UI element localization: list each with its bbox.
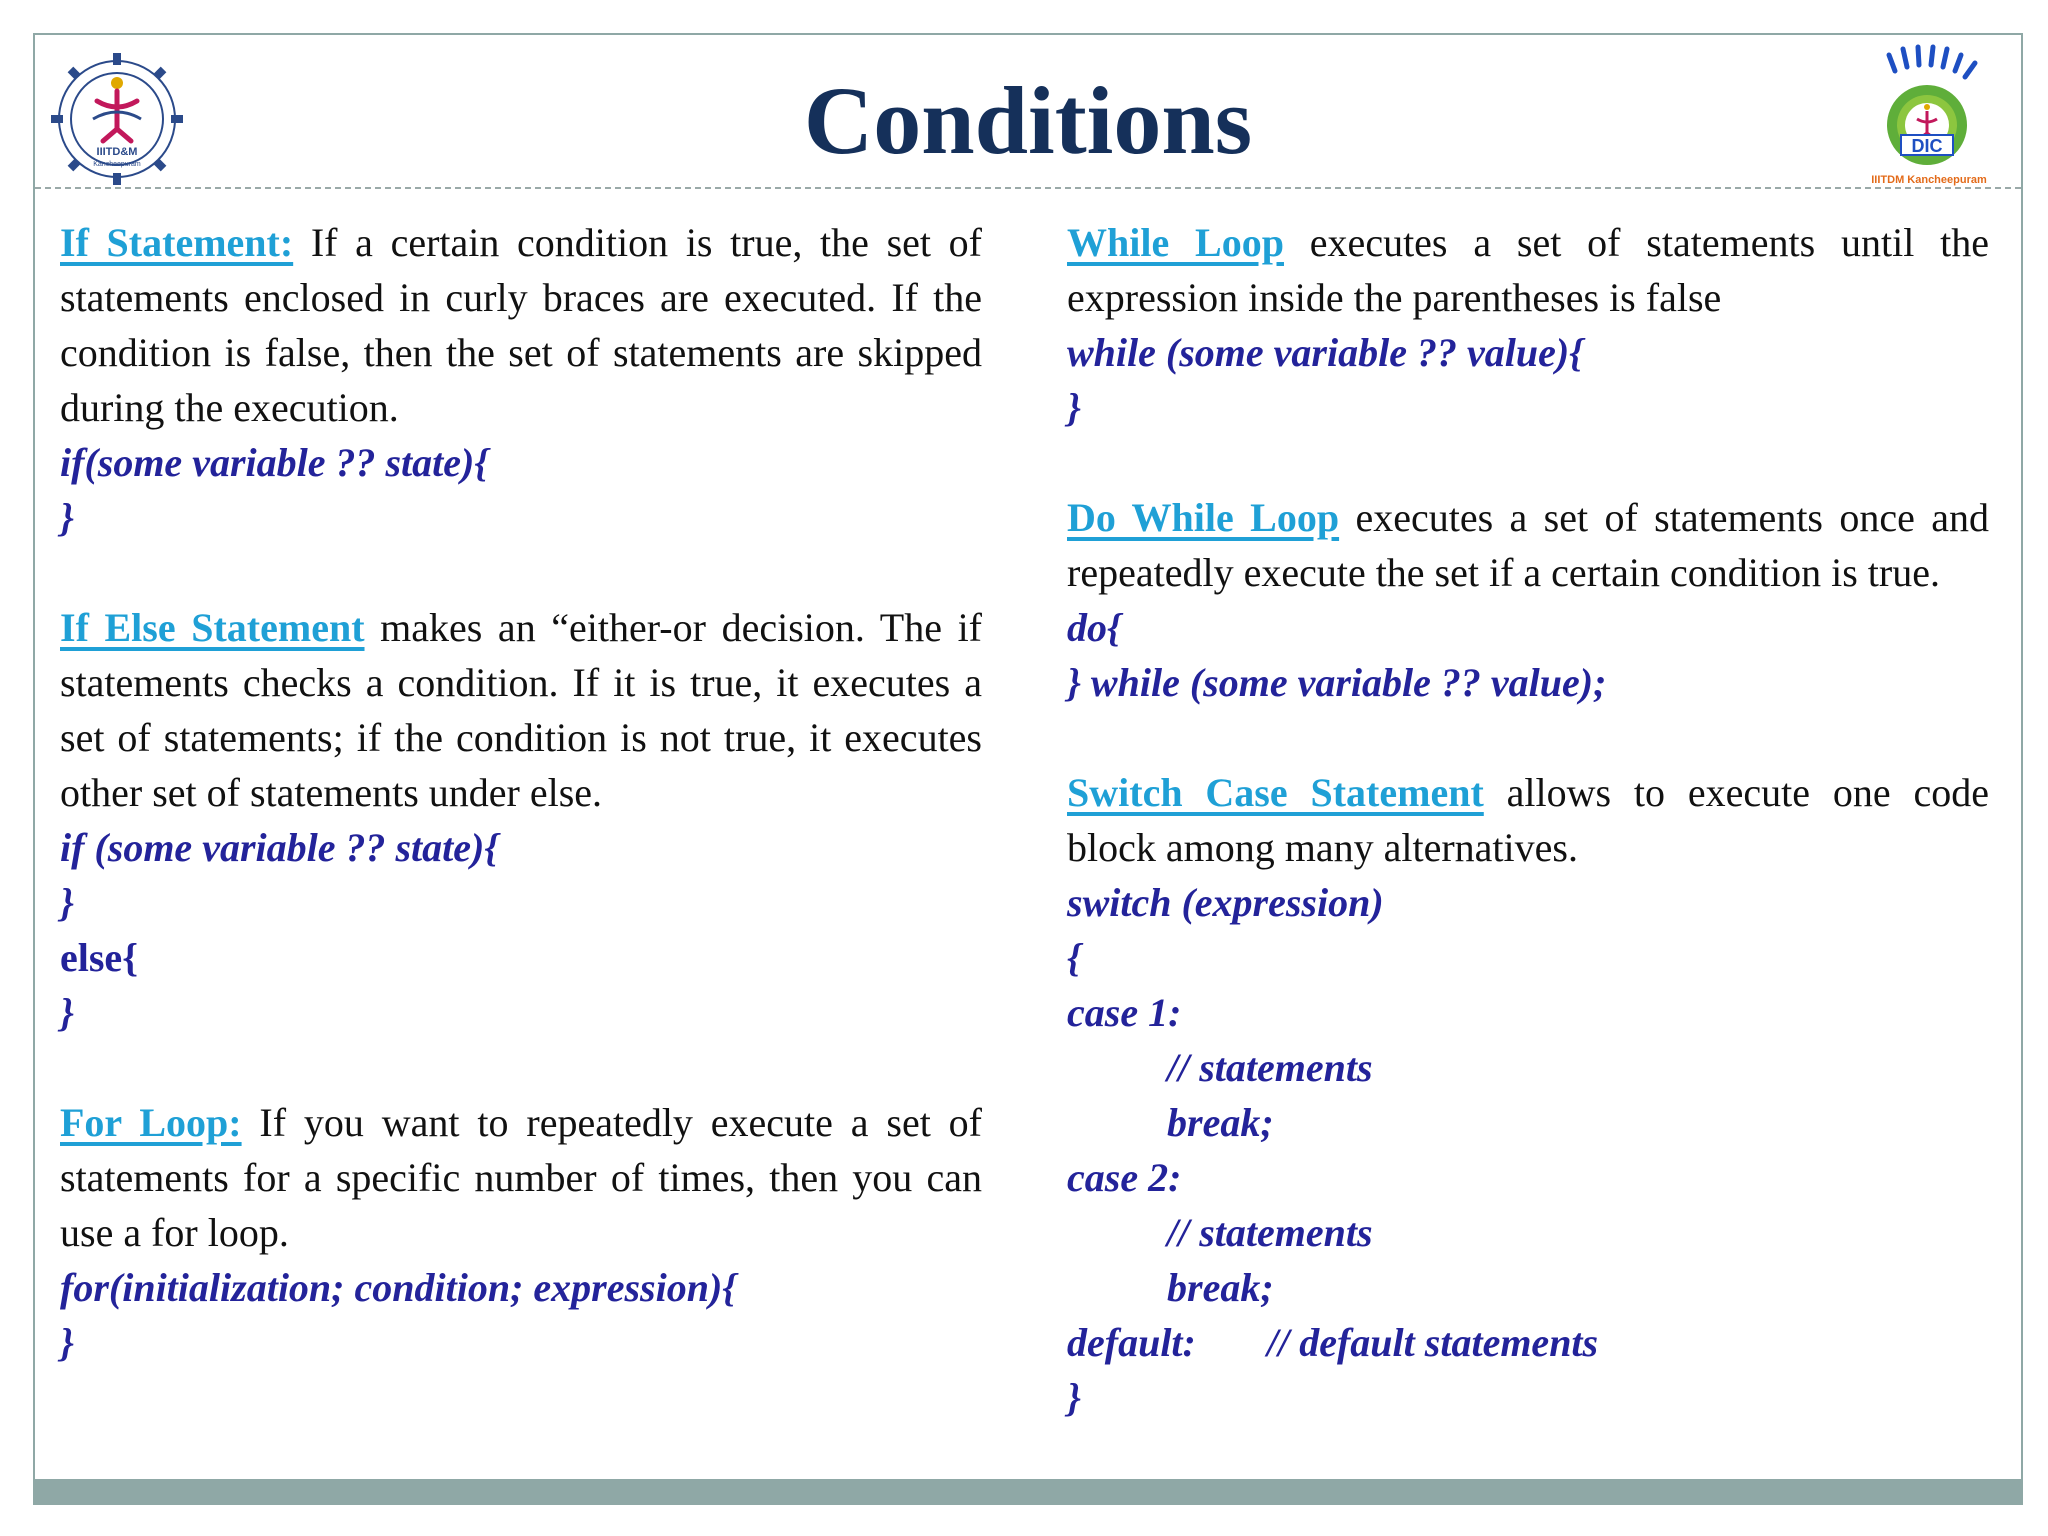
logo-right-subtext: IIITDM Kancheepuram [1871, 174, 1987, 186]
while-loop-term: While Loop [1067, 220, 1284, 265]
logo-left-subtext: Kancheepuram [93, 161, 141, 168]
do-while-code-line-1: do{ [1067, 605, 1121, 650]
logo-right-text: DIC [1911, 136, 1943, 156]
for-code-line-1: for(initialization; condition; expression){ [60, 1265, 737, 1310]
switch-code-line-4: // statements [1167, 1045, 1373, 1090]
switch-code-line-1: switch (expression) [1067, 880, 1384, 925]
switch-default-comment: // default statements [1267, 1320, 1599, 1365]
if-else-code-line-1: if (some variable ?? state){ [60, 825, 499, 870]
switch-case-description: allows to execute one code block among many alternatives. [1067, 770, 1990, 870]
switch-code-line-6: case 2: [1067, 1155, 1182, 1200]
slide-frame [33, 33, 2023, 1505]
do-while-description: executes a set of statements once and repeatedly execute the set if a certain condition is true. [1067, 495, 1990, 595]
while-loop-description: executes a set of statements until the expression inside the parentheses is false [1067, 220, 1989, 320]
page-title: Conditions [803, 67, 1253, 174]
if-code-line-1: if(some variable ?? state){ [60, 440, 489, 485]
if-statement-term: If Statement: [60, 220, 294, 265]
slide-header [35, 35, 2021, 189]
switch-code-line-10: } [1067, 1375, 1081, 1420]
switch-code-line-5: break; [1167, 1100, 1274, 1145]
if-statement-description: If a certain condition is true, the set of statements enclosed in curly braces are executed. If the condition is false, then the set of statements are skipped during the execution. [60, 220, 982, 430]
if-else-code-line-3: else{ [60, 935, 138, 980]
do-while-code-line-2: } while (some variable ?? value); [1067, 660, 1607, 705]
for-loop-description: If you want to repeatedly execute a set of statements for a specific number of times, then you can use a for loop. [60, 1100, 982, 1255]
switch-code-line-7: // statements [1167, 1210, 1373, 1255]
switch-default-keyword: default: [1067, 1320, 1196, 1365]
if-else-description: makes an “either-or decision. The if statements checks a condition. If it is true, it executes a set of statements; if the condition is not true, it executes other set of statements under else. [60, 605, 982, 815]
do-while-term: Do While Loop [1067, 495, 1340, 540]
do-while-paragraph [1067, 490, 1989, 600]
for-code-line-2: } [60, 1320, 74, 1365]
if-statement-paragraph [60, 215, 982, 435]
switch-case-term: Switch Case Statement [1067, 770, 1484, 815]
while-code-line-2: } [1067, 385, 1081, 430]
while-loop-paragraph [1067, 215, 1989, 325]
dic-logo-icon [1843, 41, 2013, 191]
bottom-bar [35, 1479, 2021, 1503]
if-else-code-line-4: } [60, 990, 74, 1035]
switch-code-line-9 [1067, 1315, 1989, 1370]
left-column [60, 215, 982, 1370]
if-code-line-2: } [60, 495, 74, 540]
switch-code-line-2: { [1067, 935, 1081, 980]
right-column [1067, 215, 1989, 1425]
switch-case-paragraph [1067, 765, 1989, 875]
while-code-line-1: while (some variable ?? value){ [1067, 330, 1584, 375]
switch-code-line-8: break; [1167, 1265, 1274, 1310]
if-else-code-line-2: } [60, 880, 74, 925]
if-else-term: If Else Statement [60, 605, 365, 650]
logo-left-text: IIITD&M [96, 146, 138, 158]
switch-code-line-3: case 1: [1067, 990, 1182, 1035]
for-loop-paragraph [60, 1095, 982, 1260]
for-loop-term: For Loop: [60, 1100, 242, 1145]
if-else-paragraph [60, 600, 982, 820]
